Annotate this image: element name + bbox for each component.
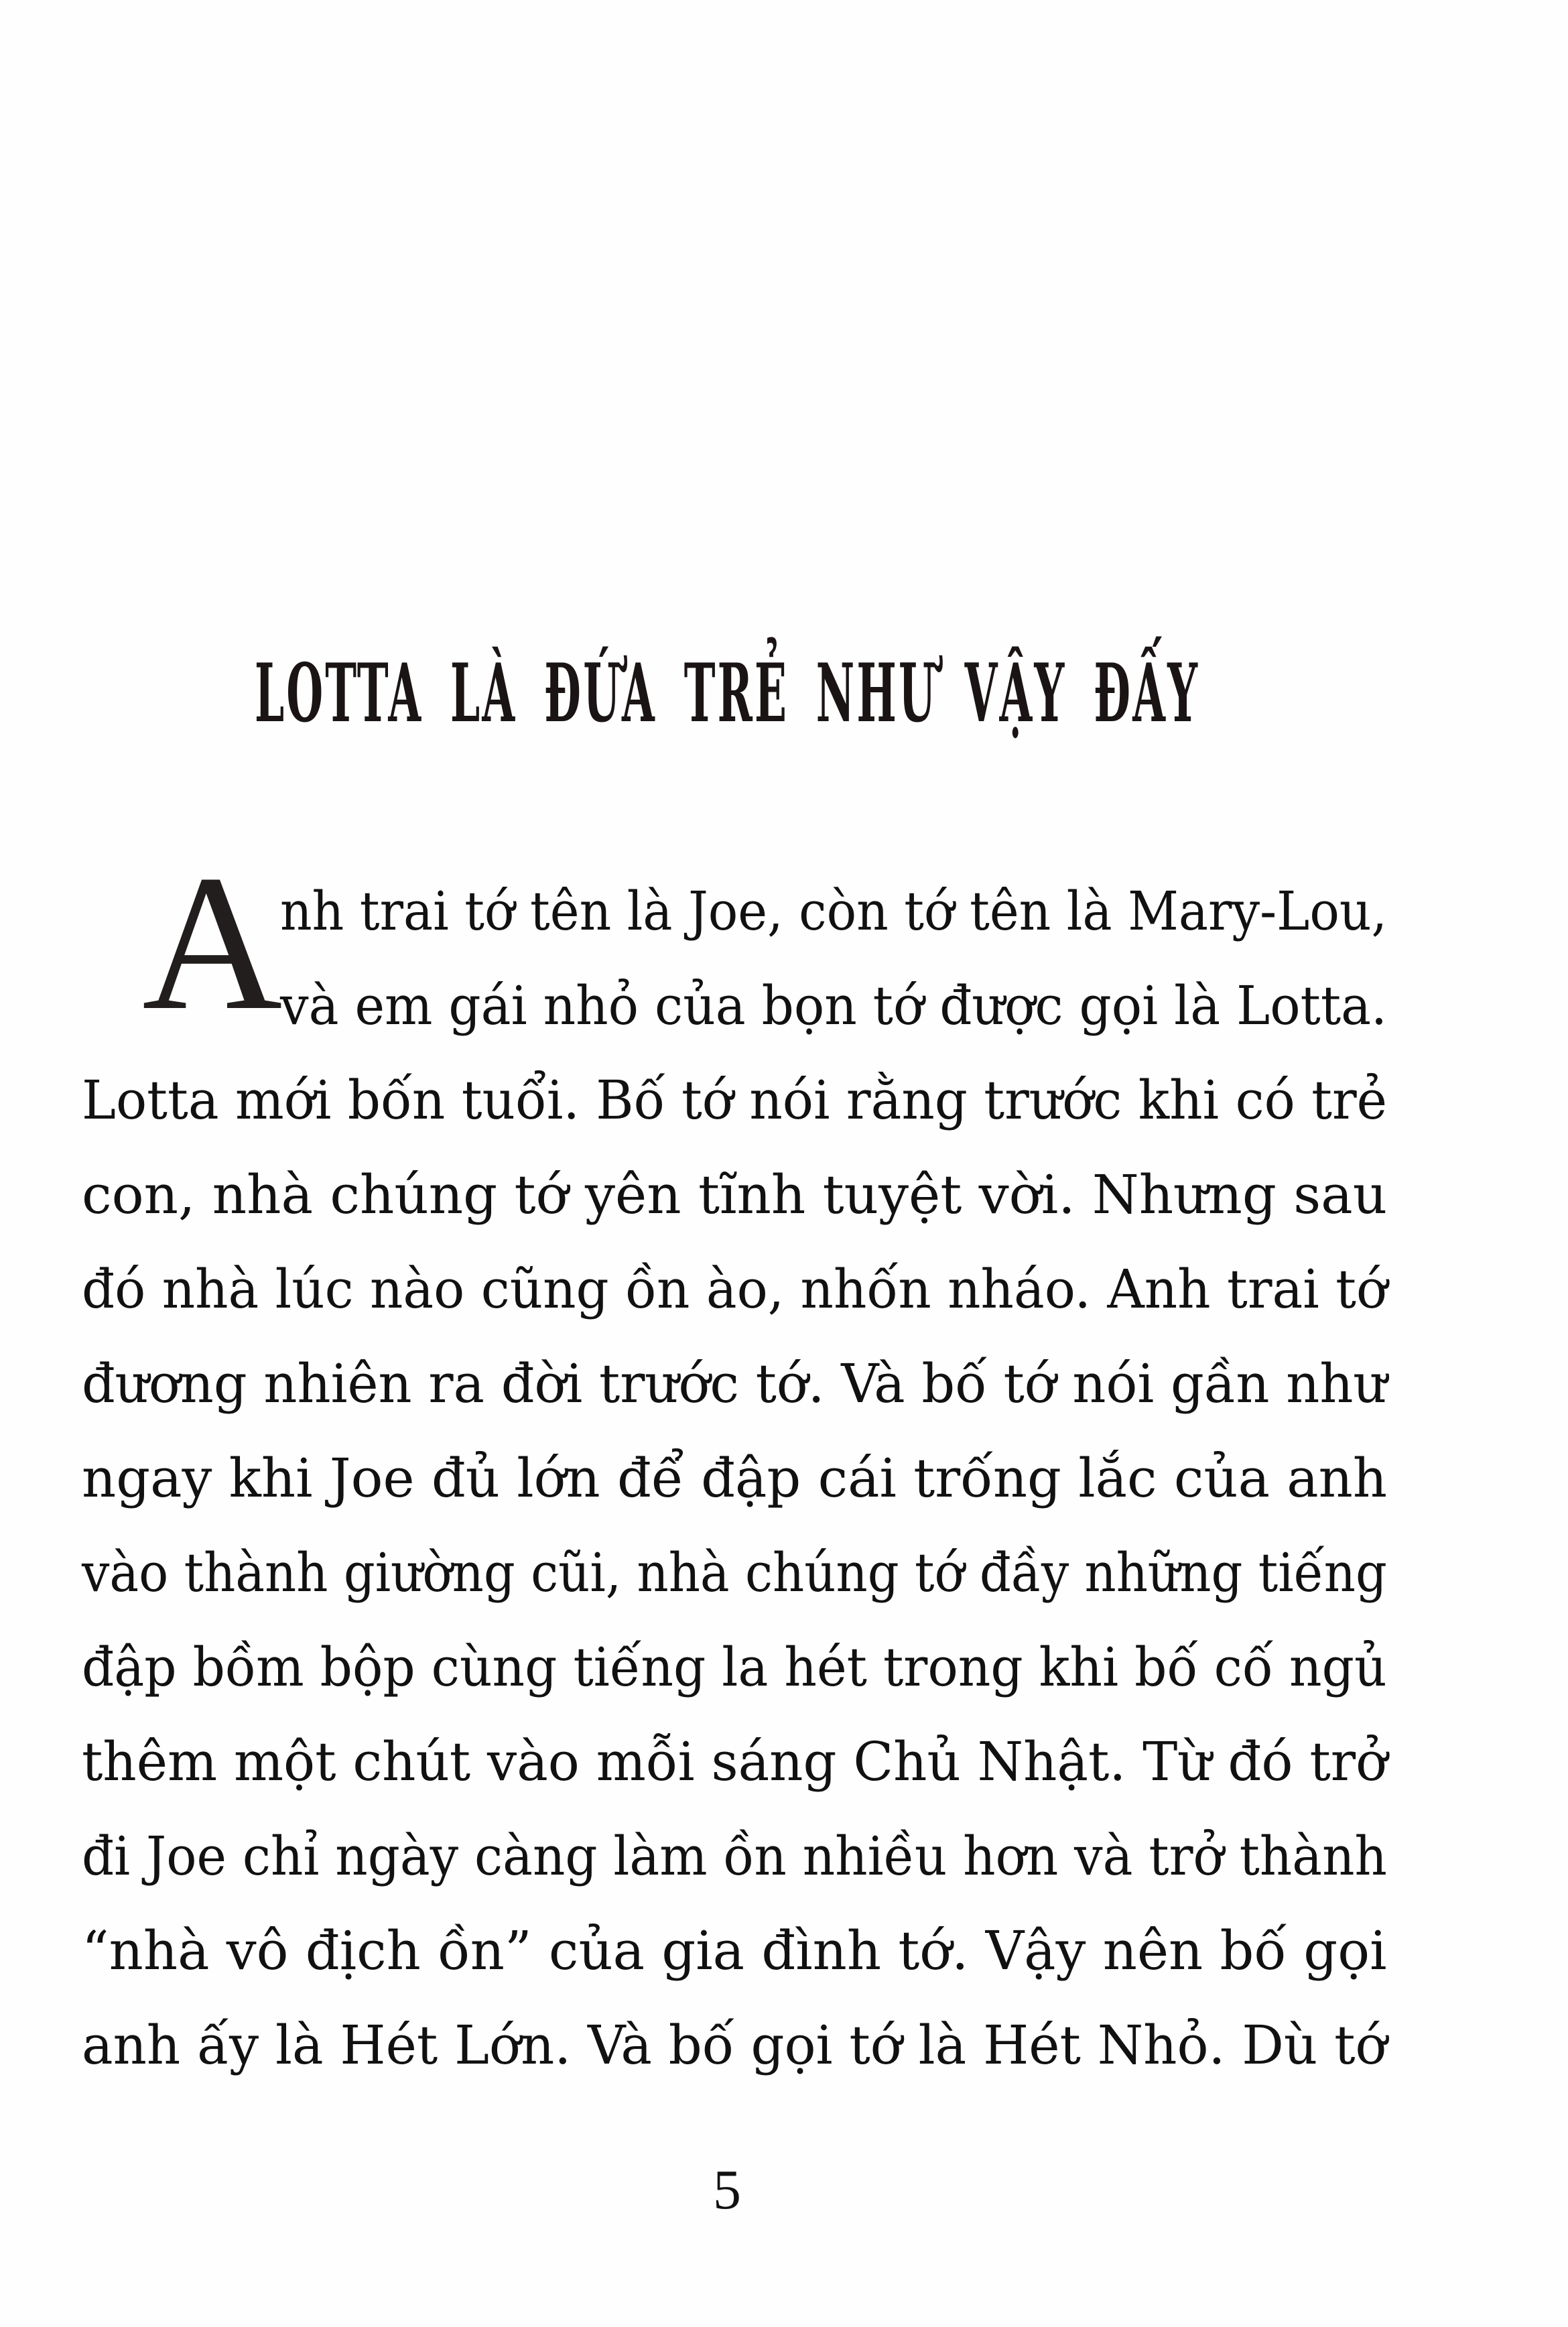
text-line: đó nhà lúc nào cũng ồn ào, nhốn nháo. Anh trai tớ [82,1258,1388,1320]
text-line: nh trai tớ tên là Joe, còn tớ tên là Mary-Lou, [280,880,1388,942]
text-line: đương nhiên ra đời trước tớ. Và bố tớ nói gần như [82,1353,1387,1415]
text-line: vào thành giường cũi, nhà chúng tớ đầy những tiếng [82,1542,1387,1604]
text-line: con, nhà chúng tớ yên tĩnh tuyệt vời. Nhưng sau [82,1164,1388,1226]
drop-cap: A [142,835,283,1050]
text-line: và em gái nhỏ của bọn tớ được gọi là Lotta. [280,974,1387,1037]
text-line: Lotta mới bốn tuổi. Bố tớ nói rằng trước khi có trẻ [82,1069,1388,1131]
page-number: 5 [713,2159,741,2221]
text-line: ngay khi Joe đủ lớn để đập cái trống lắc của anh [82,1447,1388,1509]
text-line: thêm một chút vào mỗi sáng Chủ Nhật. Từ đó trở [82,1731,1388,1793]
text-line: đi Joe chỉ ngày càng làm ồn nhiều hơn và trở thành [82,1825,1387,1887]
text-line: “nhà vô địch ồn” của gia đình tớ. Vậy nên bố gọi [82,1920,1387,1982]
chapter-title: LOTTA LÀ ĐỨA TRẺ NHƯ VẬY ĐẤY [255,646,1200,741]
text-line: đập bồm bộp cùng tiếng la hét trong khi bố cố ngủ [82,1636,1387,1698]
text-line: anh ấy là Hét Lớn. Và bố gọi tớ là Hét Nhỏ. Dù tớ [82,2014,1387,2076]
